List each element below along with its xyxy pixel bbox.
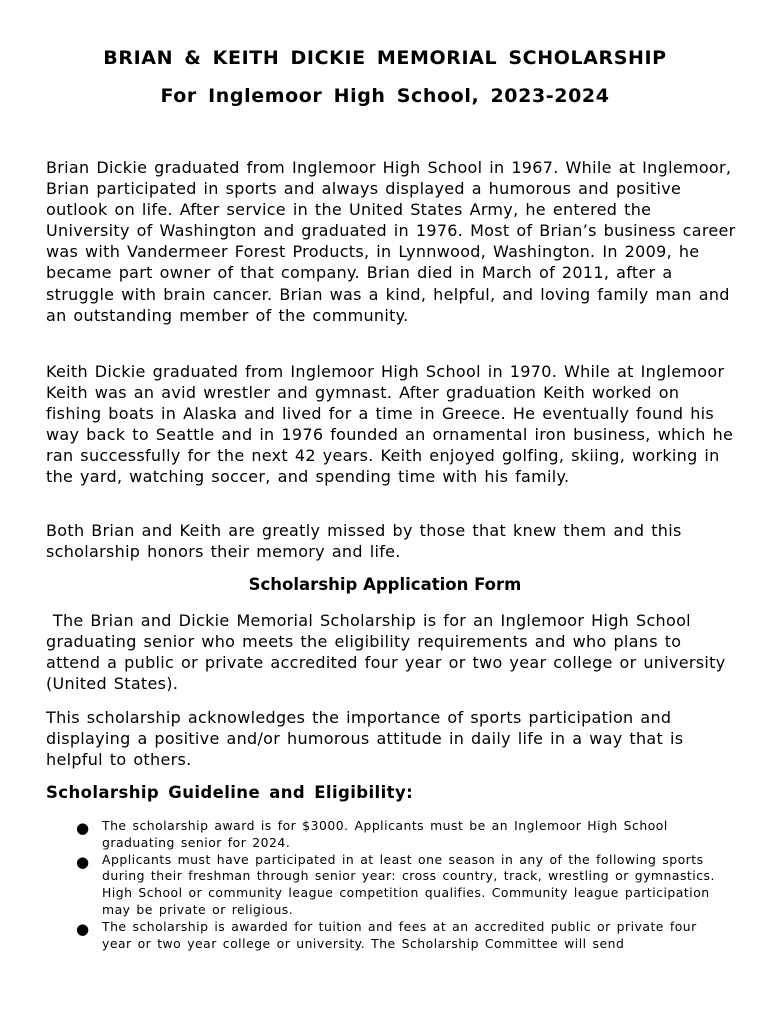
- guideline-text: The scholarship award is for $3000. Applicants must be an Inglemoor High School graduating senior for 2024.: [102, 818, 668, 850]
- keith-bio-paragraph: Keith Dickie graduated from Inglemoor High School in 1970. While at Inglemoor Keith was an avid wrestler and gymnast. After graduation Keith worked on fishing boats in Alaska and lived for a time in Greece. He eventually found his way back to Seattle and in 1976 founded an ornamental iron business, which he ran successfully for the next 42 years. Keith enjoyed golfing, skiing, working in the yard, watching soccer, and spending time with his family.: [46, 362, 734, 487]
- bullet-icon: ●: [76, 819, 90, 837]
- guideline-item: [46, 852, 726, 919]
- tribute-paragraph: Both Brian and Keith are greatly missed by those that knew them and this scholarship honors their memory and life.: [46, 521, 682, 562]
- form-title: Scholarship Application Form: [248, 575, 522, 594]
- guideline-item: [46, 818, 726, 852]
- guidelines-heading: Scholarship Guideline and Eligibility:: [46, 783, 414, 802]
- scholarship-description-paragraph: The Brian and Dickie Memorial Scholarship is for an Inglemoor High School graduating senior who meets the eligibility requirements and who plans to attend a public or private accredited four year or two year college or university (United States).: [46, 611, 733, 694]
- document-subtitle: For Inglemoor High School, 2023-2024: [160, 85, 610, 107]
- bullet-icon: ●: [76, 852, 90, 871]
- guideline-item: [46, 919, 726, 953]
- acknowledgement-paragraph: This scholarship acknowledges the importance of sports participation and displaying a positive and/or humorous attitude in daily life in a way that is helpful to others.: [46, 708, 684, 770]
- brian-bio-paragraph: Brian Dickie graduated from Inglemoor High School in 1967. While at Inglemoor, Brian participated in sports and always displayed a humorous and positive outlook on life. After service in the United States Army, he entered the University of Washington and graduated in 1976. Most of Brian’s business career was with Vandermeer Forest Products, in Lynnwood, Washington. In 2009, he became part owner of that company. Brian died in March of 2011, after a struggle with brain cancer. Brian was a kind, helpful, and loving family man and an outstanding member of the community.: [46, 158, 736, 325]
- guidelines-list: [46, 818, 726, 952]
- guideline-text: Applicants must have participated in at least one season in any of the following sports during their freshman through senior year: cross country, track, wrestling or gymnastics. High School or community league competition qualifies. Community league participation may be private or religious.: [102, 851, 715, 917]
- bullet-icon: ●: [76, 919, 90, 938]
- guideline-text: The scholarship is awarded for tuition and fees at an accredited public or private four year or two year college or university. The Scholarship Committee will send: [102, 918, 697, 951]
- document-title: BRIAN & KEITH DICKIE MEMORIAL SCHOLARSHIP: [103, 47, 667, 69]
